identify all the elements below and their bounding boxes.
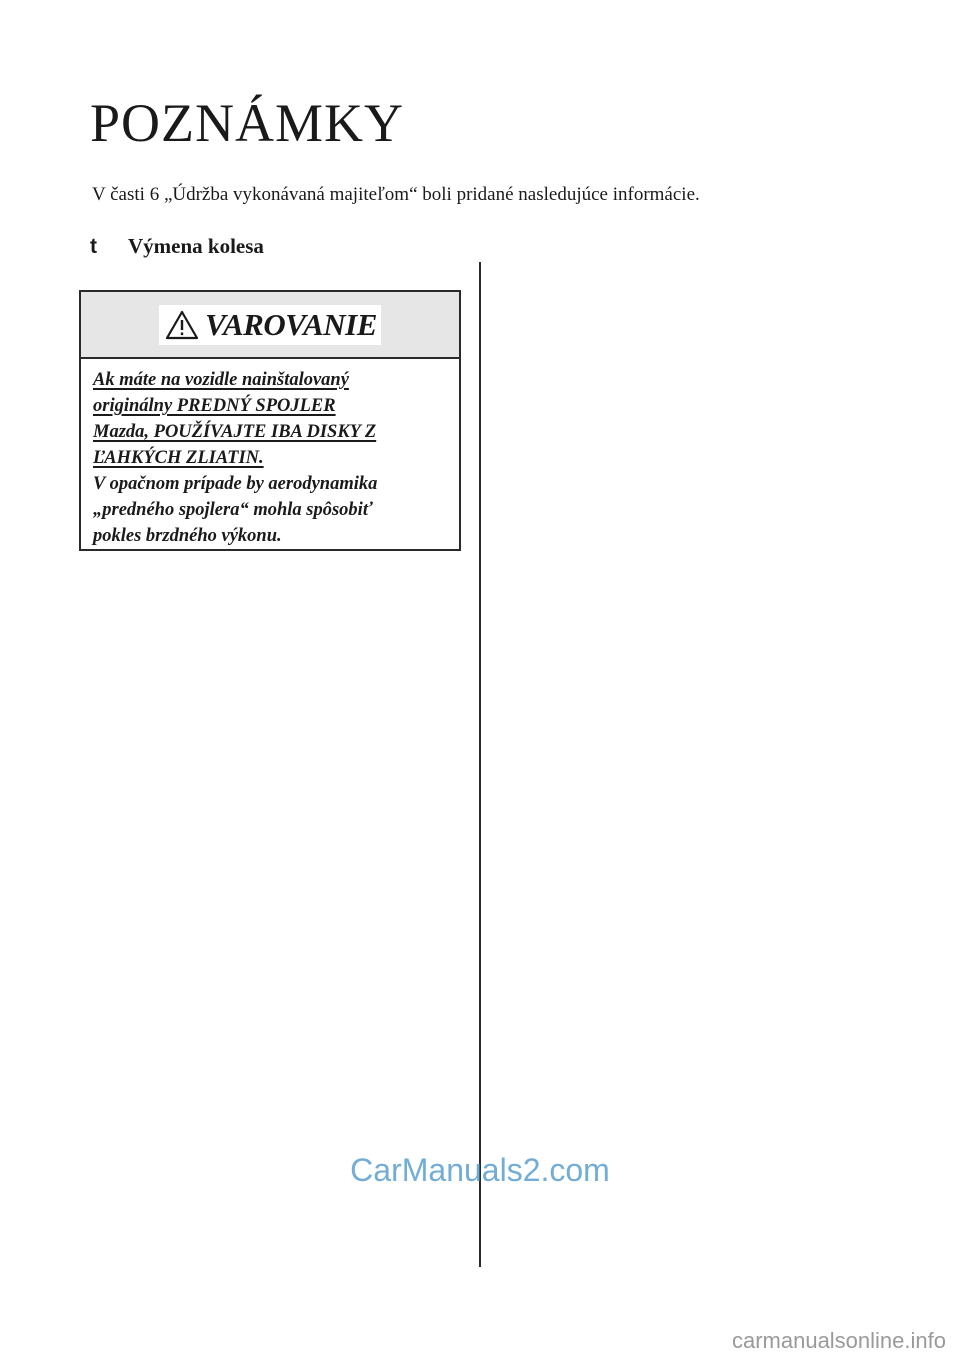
section-heading bbox=[90, 234, 264, 259]
column-divider bbox=[479, 262, 481, 1267]
page-title: POZNÁMKY bbox=[90, 93, 405, 153]
warning-line: V opačnom prípade by aerodynamika bbox=[93, 474, 378, 494]
section-title: Výmena kolesa bbox=[128, 234, 264, 258]
warning-line: „predného spojlera“ mohla spôsobiť bbox=[93, 500, 373, 520]
warning-label bbox=[159, 305, 381, 345]
warning-header bbox=[81, 292, 459, 359]
section-marker: t bbox=[90, 235, 97, 258]
warning-body bbox=[81, 359, 459, 549]
intro-text: V časti 6 „Údržba vykonávaná majiteľom“ boli pridané nasledujúce informácie. bbox=[92, 184, 700, 205]
warning-title: VAROVANIE bbox=[205, 306, 377, 342]
warning-box bbox=[79, 290, 461, 551]
warning-triangle-icon bbox=[165, 310, 199, 340]
footer-watermark: carmanualsonline.info bbox=[731, 1328, 946, 1353]
watermark-logo: CarManuals2.com bbox=[350, 1152, 610, 1188]
warning-line: Mazda, POUŽÍVAJTE IBA DISKY Z bbox=[93, 422, 377, 442]
warning-line: Ak máte na vozidle nainštalovaný bbox=[93, 370, 349, 390]
warning-line: pokles brzdného výkonu. bbox=[93, 526, 282, 546]
warning-line: ĽAHKÝCH ZLIATIN. bbox=[93, 448, 264, 468]
warning-line: originálny PREDNÝ SPOJLER bbox=[93, 396, 336, 416]
